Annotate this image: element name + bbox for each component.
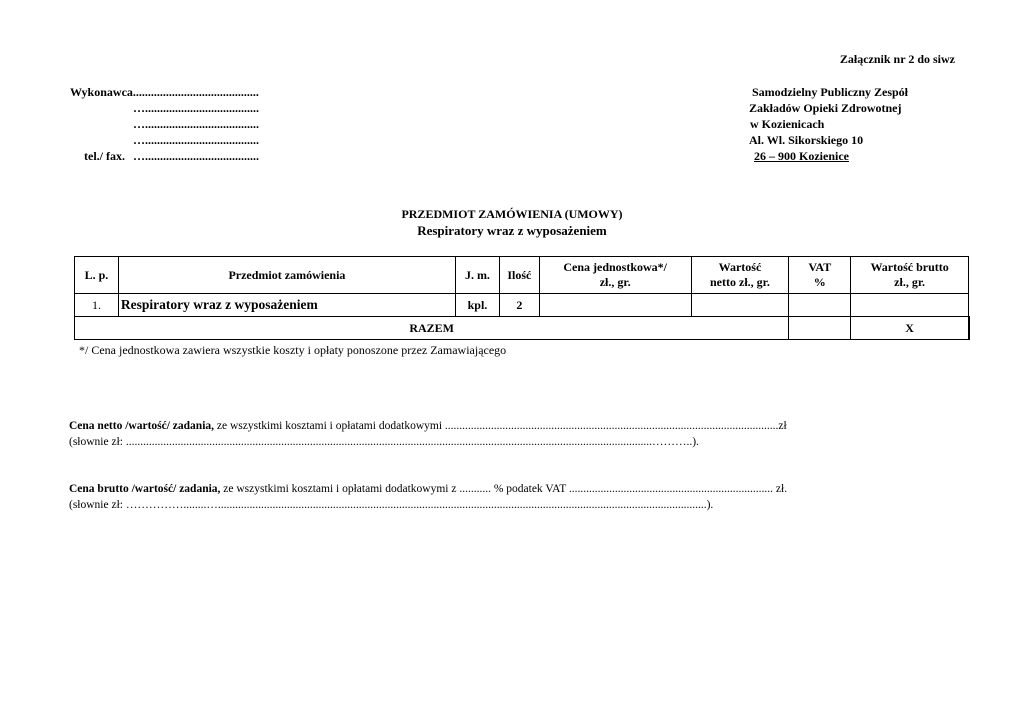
cell-lp: 1. [75, 294, 119, 317]
order-title: PRZEDMIOT ZAMÓWIENIA (UMOWY) [401, 207, 623, 221]
total-row [75, 317, 970, 340]
table-row [75, 294, 970, 317]
header-vat-line-2: % [813, 275, 826, 289]
order-subtitle: Respiratory wraz z wyposażeniem [417, 223, 607, 238]
header-gross-line-2: zł., gr. [894, 275, 926, 289]
contractor-block [70, 84, 259, 164]
header-gross-value [851, 257, 969, 294]
header-unit: J. m. [455, 257, 499, 294]
buyer-line-4: Al. Wl. Sikorskiego 10 [749, 133, 864, 147]
cell-gross-value [851, 294, 969, 317]
tel-fax-dots: …...................................... [133, 149, 259, 163]
header-net-line-2: netto zł., gr. [710, 275, 770, 289]
tel-fax-label: tel./ fax. [84, 149, 125, 163]
header-lp: L. p. [75, 257, 119, 294]
net-price-line [69, 418, 787, 434]
buyer-address [749, 84, 908, 164]
cell-vat [789, 294, 851, 317]
contractor-dots-3: …...................................... [133, 117, 259, 131]
buyer-line-3: w Kozienicach [750, 117, 825, 131]
header-gross-line-1: Wartość brutto [870, 260, 949, 274]
header-vat [789, 257, 851, 294]
gross-price-text: ze wszystkimi kosztami i opłatami dodatkowymi z ........... % podatek VAT ....................................................................... zł. [220, 483, 788, 495]
header-net-line-1: Wartość [718, 260, 762, 274]
buyer-line-1: Samodzielny Publiczny Zespół [752, 85, 909, 99]
total-label: RAZEM [75, 317, 789, 340]
attachment-label: Załącznik nr 2 do siwz [839, 52, 955, 66]
contractor-dots-2: …...................................... [133, 101, 259, 115]
header-qty: Ilość [499, 257, 539, 294]
contractor-label: Wykonawca [70, 85, 133, 99]
cell-qty: 2 [499, 294, 539, 317]
gross-price-line [69, 481, 787, 497]
order-table [74, 256, 970, 340]
buyer-line-2: Zakładów Opieki Zdrowotnej [749, 101, 902, 115]
footnote: */ Cena jednostkowa zawiera wszystkie koszty i opłaty ponoszone przez Zamawiającego [79, 343, 507, 357]
cell-unit: kpl. [455, 294, 499, 317]
header-vat-line-1: VAT [808, 260, 832, 274]
cell-net-value [691, 294, 789, 317]
header-subject: Przedmiot zamówienia [118, 257, 455, 294]
header-unit-price [539, 257, 691, 294]
total-net-value [789, 317, 851, 340]
cell-unit-price [539, 294, 691, 317]
total-vat: X [851, 317, 969, 340]
order-heading [0, 207, 1024, 239]
table-header-row [75, 257, 970, 294]
net-price-text: ze wszystkimi kosztami i opłatami dodatkowymi ....................................................................................................................zł [214, 420, 787, 432]
gross-price-in-words: (słownie zł: ……………........…..........................................................................................................................................................................). [69, 499, 714, 511]
contractor-dots-4: …...................................... [133, 133, 259, 147]
total-gross-value [969, 317, 970, 340]
buyer-line-5: 26 – 900 Kozienice [754, 149, 849, 163]
header-unit-price-line-1: Cena jednostkowa*/ [563, 260, 668, 274]
net-price-label: Cena netto /wartość/ zadania, [69, 420, 215, 432]
net-price-in-words: (słownie zł: .......................................................................................................................................................................................………..). [69, 436, 699, 448]
gross-price-label: Cena brutto /wartość/ zadania, [69, 483, 221, 495]
contractor-dots-1: .......................................... [132, 85, 259, 99]
cell-subject: Respiratory wraz z wyposażeniem [118, 294, 455, 317]
header-unit-price-line-2: zł., gr. [599, 275, 631, 289]
header-net-value [691, 257, 789, 294]
